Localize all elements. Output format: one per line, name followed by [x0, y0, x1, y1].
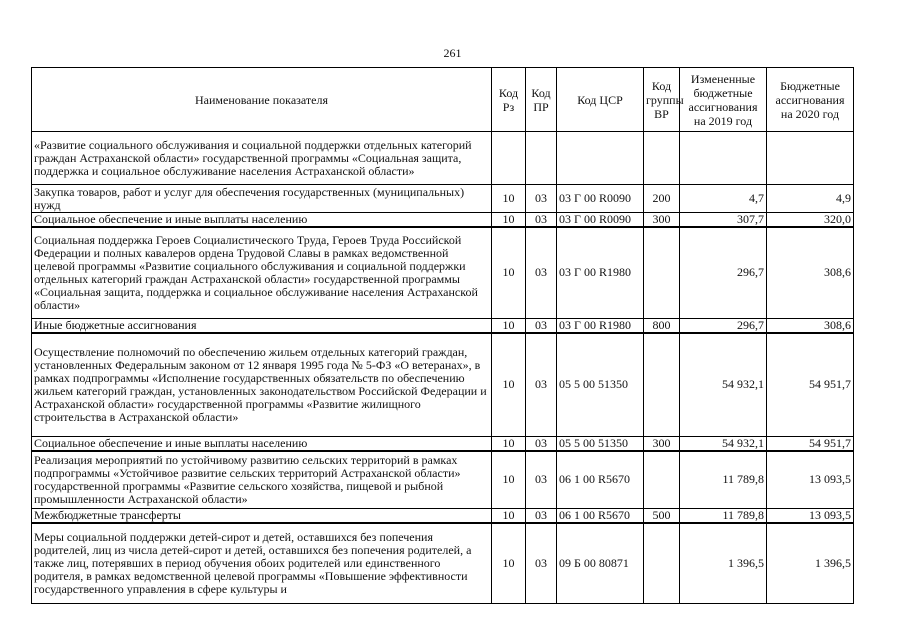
row-2019: 4,7	[680, 185, 767, 213]
row-csr: 05 5 00 51350	[557, 333, 644, 437]
row-rz: 10	[492, 451, 526, 508]
row-csr: 03 Г 00 R0090	[557, 185, 644, 213]
row-2020: 320,0	[767, 213, 854, 228]
row-pr: 03	[526, 523, 557, 603]
row-vr	[644, 227, 680, 318]
row-rz: 10	[492, 185, 526, 213]
row-pr: 03	[526, 318, 557, 333]
row-vr: 800	[644, 318, 680, 333]
table-row	[32, 437, 854, 452]
row-vr: 500	[644, 508, 680, 523]
row-csr	[557, 132, 644, 185]
page-number: 261	[443, 46, 462, 60]
row-pr: 03	[526, 213, 557, 228]
row-pr: 03	[526, 227, 557, 318]
row-vr	[644, 523, 680, 603]
row-csr: 06 1 00 R5670	[557, 451, 644, 508]
header-row	[32, 68, 854, 132]
row-name: Социальное обеспечение и иные выплаты населению	[32, 437, 492, 452]
row-csr: 09 Б 00 80871	[557, 523, 644, 603]
row-2019: 307,7	[680, 213, 767, 228]
row-2019: 11 789,8	[680, 451, 767, 508]
header-vr: Код группы ВР	[644, 68, 680, 132]
row-2019: 54 932,1	[680, 437, 767, 452]
row-2020: 13 093,5	[767, 508, 854, 523]
row-name: Социальная поддержка Героев Социалистического Труда, Героев Труда Российской Федерации и полных кавалеров ордена Трудовой Славы в рамках ведомственной целевой программы «Развитие социального обслуживания и социальной поддержки отдельных категорий граждан Астраханской области» государственной программы «Социальная защита, поддержка и социальное обслуживание населения Астраханской области»	[32, 227, 492, 318]
row-name: Меры социальной поддержки детей-сирот и детей, оставшихся без попечения родителей, лиц из числа детей-сирот и детей, оставшихся без попечения родителей, а также лиц, потерявших в период обучения обоих родителей или единственного родителя, в рамках ведомственной целевой программы «Повышение эффективности государственного управления в сфере культуры и	[32, 523, 492, 603]
row-rz: 10	[492, 437, 526, 452]
header-name: Наименование показателя	[32, 68, 492, 132]
row-rz: 10	[492, 318, 526, 333]
header-csr: Код ЦСР	[557, 68, 644, 132]
table-row	[32, 451, 854, 508]
row-pr: 03	[526, 508, 557, 523]
row-rz: 10	[492, 227, 526, 318]
row-csr: 05 5 00 51350	[557, 437, 644, 452]
row-csr: 03 Г 00 R1980	[557, 227, 644, 318]
row-pr	[526, 132, 557, 185]
table-row	[32, 213, 854, 228]
header-2019: Измененные бюджетные ассигнования на 2019 год	[680, 68, 767, 132]
row-csr: 06 1 00 R5670	[557, 508, 644, 523]
row-2020: 308,6	[767, 318, 854, 333]
table-row	[32, 185, 854, 213]
row-2020: 4,9	[767, 185, 854, 213]
row-2019: 11 789,8	[680, 508, 767, 523]
row-2019: 1 396,5	[680, 523, 767, 603]
row-2019: 54 932,1	[680, 333, 767, 437]
row-2019: 296,7	[680, 227, 767, 318]
row-vr: 300	[644, 437, 680, 452]
row-2020	[767, 132, 854, 185]
table-row	[32, 508, 854, 523]
row-2020: 54 951,7	[767, 437, 854, 452]
row-pr: 03	[526, 451, 557, 508]
row-name: Социальное обеспечение и иные выплаты населению	[32, 213, 492, 228]
row-pr: 03	[526, 185, 557, 213]
table-row	[32, 318, 854, 333]
table-row	[32, 132, 854, 185]
row-name: Осуществление полномочий по обеспечению жильем отдельных категорий граждан, установленных Федеральным законом от 12 января 1995 года № 5-ФЗ «О ветеранах», в рамках подпрограммы «Исполнение государственных обязательств по обеспечению жильем категорий граждан, установленных законодательством Российской Федерации и Астраханской области» государственной программы «Развитие жилищного строительства в Астраханской области»	[32, 333, 492, 437]
page-crop-mask	[0, 606, 905, 640]
row-name: Реализация мероприятий по устойчивому развитию сельских территорий в рамках подпрограммы «Устойчивое развитие сельских территорий Астраханской области» государственной программы «Развитие сельского хозяйства, пищевой и рыбной промышленности Астраханской области»	[32, 451, 492, 508]
row-2020: 1 396,5	[767, 523, 854, 603]
header-rz: Код Рз	[492, 68, 526, 132]
row-pr: 03	[526, 333, 557, 437]
row-2020: 308,6	[767, 227, 854, 318]
row-name: «Развитие социального обслуживания и социальной поддержки отдельных категорий граждан Астраханской области» государственной программы «Социальная защита, поддержка и социальное обслуживание населения Астраханской области»	[32, 132, 492, 185]
row-pr: 03	[526, 437, 557, 452]
row-vr	[644, 333, 680, 437]
row-name: Иные бюджетные ассигнования	[32, 318, 492, 333]
table-row	[32, 227, 854, 318]
budget-table	[31, 67, 854, 604]
row-2020: 54 951,7	[767, 333, 854, 437]
row-2020: 13 093,5	[767, 451, 854, 508]
row-csr: 03 Г 00 R0090	[557, 213, 644, 228]
row-vr	[644, 451, 680, 508]
row-rz: 10	[492, 213, 526, 228]
row-2019	[680, 132, 767, 185]
row-rz: 10	[492, 523, 526, 603]
row-name: Закупка товаров, работ и услуг для обеспечения государственных (муниципальных) нужд	[32, 185, 492, 213]
row-rz	[492, 132, 526, 185]
row-csr: 03 Г 00 R1980	[557, 318, 644, 333]
header-pr: Код ПР	[526, 68, 557, 132]
row-rz: 10	[492, 508, 526, 523]
row-2019: 296,7	[680, 318, 767, 333]
table-row	[32, 523, 854, 603]
row-name: Межбюджетные трансферты	[32, 508, 492, 523]
header-2020: Бюджетные ассигнования на 2020 год	[767, 68, 854, 132]
table-row	[32, 333, 854, 437]
row-vr	[644, 132, 680, 185]
row-vr: 200	[644, 185, 680, 213]
row-vr: 300	[644, 213, 680, 228]
row-rz: 10	[492, 333, 526, 437]
